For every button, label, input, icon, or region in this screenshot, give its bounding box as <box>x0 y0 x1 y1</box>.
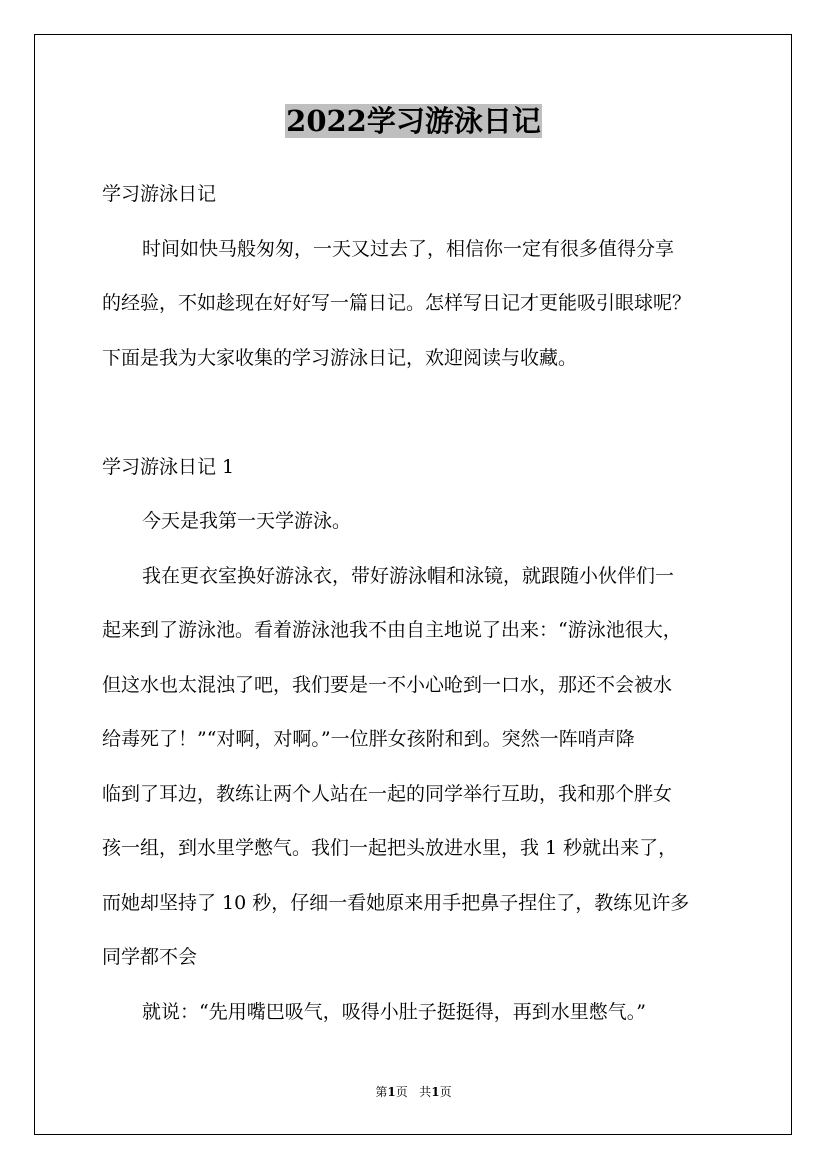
page-prefix: 第 <box>375 1085 388 1099</box>
paragraph-line: 给毒死了！”“对啊，对啊。”一位胖女孩附和到。突然一阵哨声降 <box>102 728 635 750</box>
document-title <box>0 101 827 141</box>
paragraph-line: 今天是我第一天学游泳。 <box>142 510 352 532</box>
paragraph-line: 临到了耳边，教练让两个人站在一起的同学举行互助，我和那个胖女 <box>102 782 673 805</box>
paragraph-line: 孩一组，到水里学憋气。我们一起把头放进水里，我 1 秒就出来了， <box>102 837 678 859</box>
paragraph-line: 就说：“先用嘴巴吸气，吸得小肚子挺挺得，再到水里憋气。” <box>142 1000 646 1023</box>
paragraph-gap <box>102 390 742 445</box>
total-prefix: 共 <box>419 1085 432 1099</box>
paragraph-line: 同学都不会 <box>102 946 198 968</box>
document-body <box>102 172 742 1044</box>
intro-line: 下面是我为大家收集的学习游泳日记，欢迎阅读与收藏。 <box>102 346 578 369</box>
document-title-text: 2022学习游泳日记 <box>286 104 541 138</box>
diary-heading: 学习游泳日记 <box>102 183 217 205</box>
paragraph-line: 而她却坚持了 10 秒，仔细一看她原来用手把鼻子捏住了，教练见许多 <box>102 891 690 914</box>
paragraph-line: 起来到了游泳池。看着游泳池我不由自主地说了出来：“游泳池很大， <box>102 619 682 641</box>
page-footer <box>0 1084 827 1100</box>
page-suffix: 页 <box>395 1085 408 1099</box>
paragraph-line: 我在更衣室换好游泳衣，带好游泳帽和泳镜，就跟随小伙伴们一 <box>142 564 675 587</box>
intro-line: 的经验，不如趁现在好好写一篇日记。怎样写日记才更能吸引眼球呢？ <box>102 292 692 314</box>
section-title: 学习游泳日记 1 <box>102 455 235 478</box>
intro-line: 时间如快马般匆匆，一天又过去了，相信你一定有很多值得分享 <box>142 237 675 260</box>
total-pages: 1 <box>431 1085 440 1099</box>
paragraph-line: 但这水也太混浊了吧，我们要是一不小心呛到一口水，那还不会被水 <box>102 673 673 696</box>
total-suffix: 页 <box>439 1085 452 1099</box>
page-number: 1 <box>387 1085 396 1099</box>
